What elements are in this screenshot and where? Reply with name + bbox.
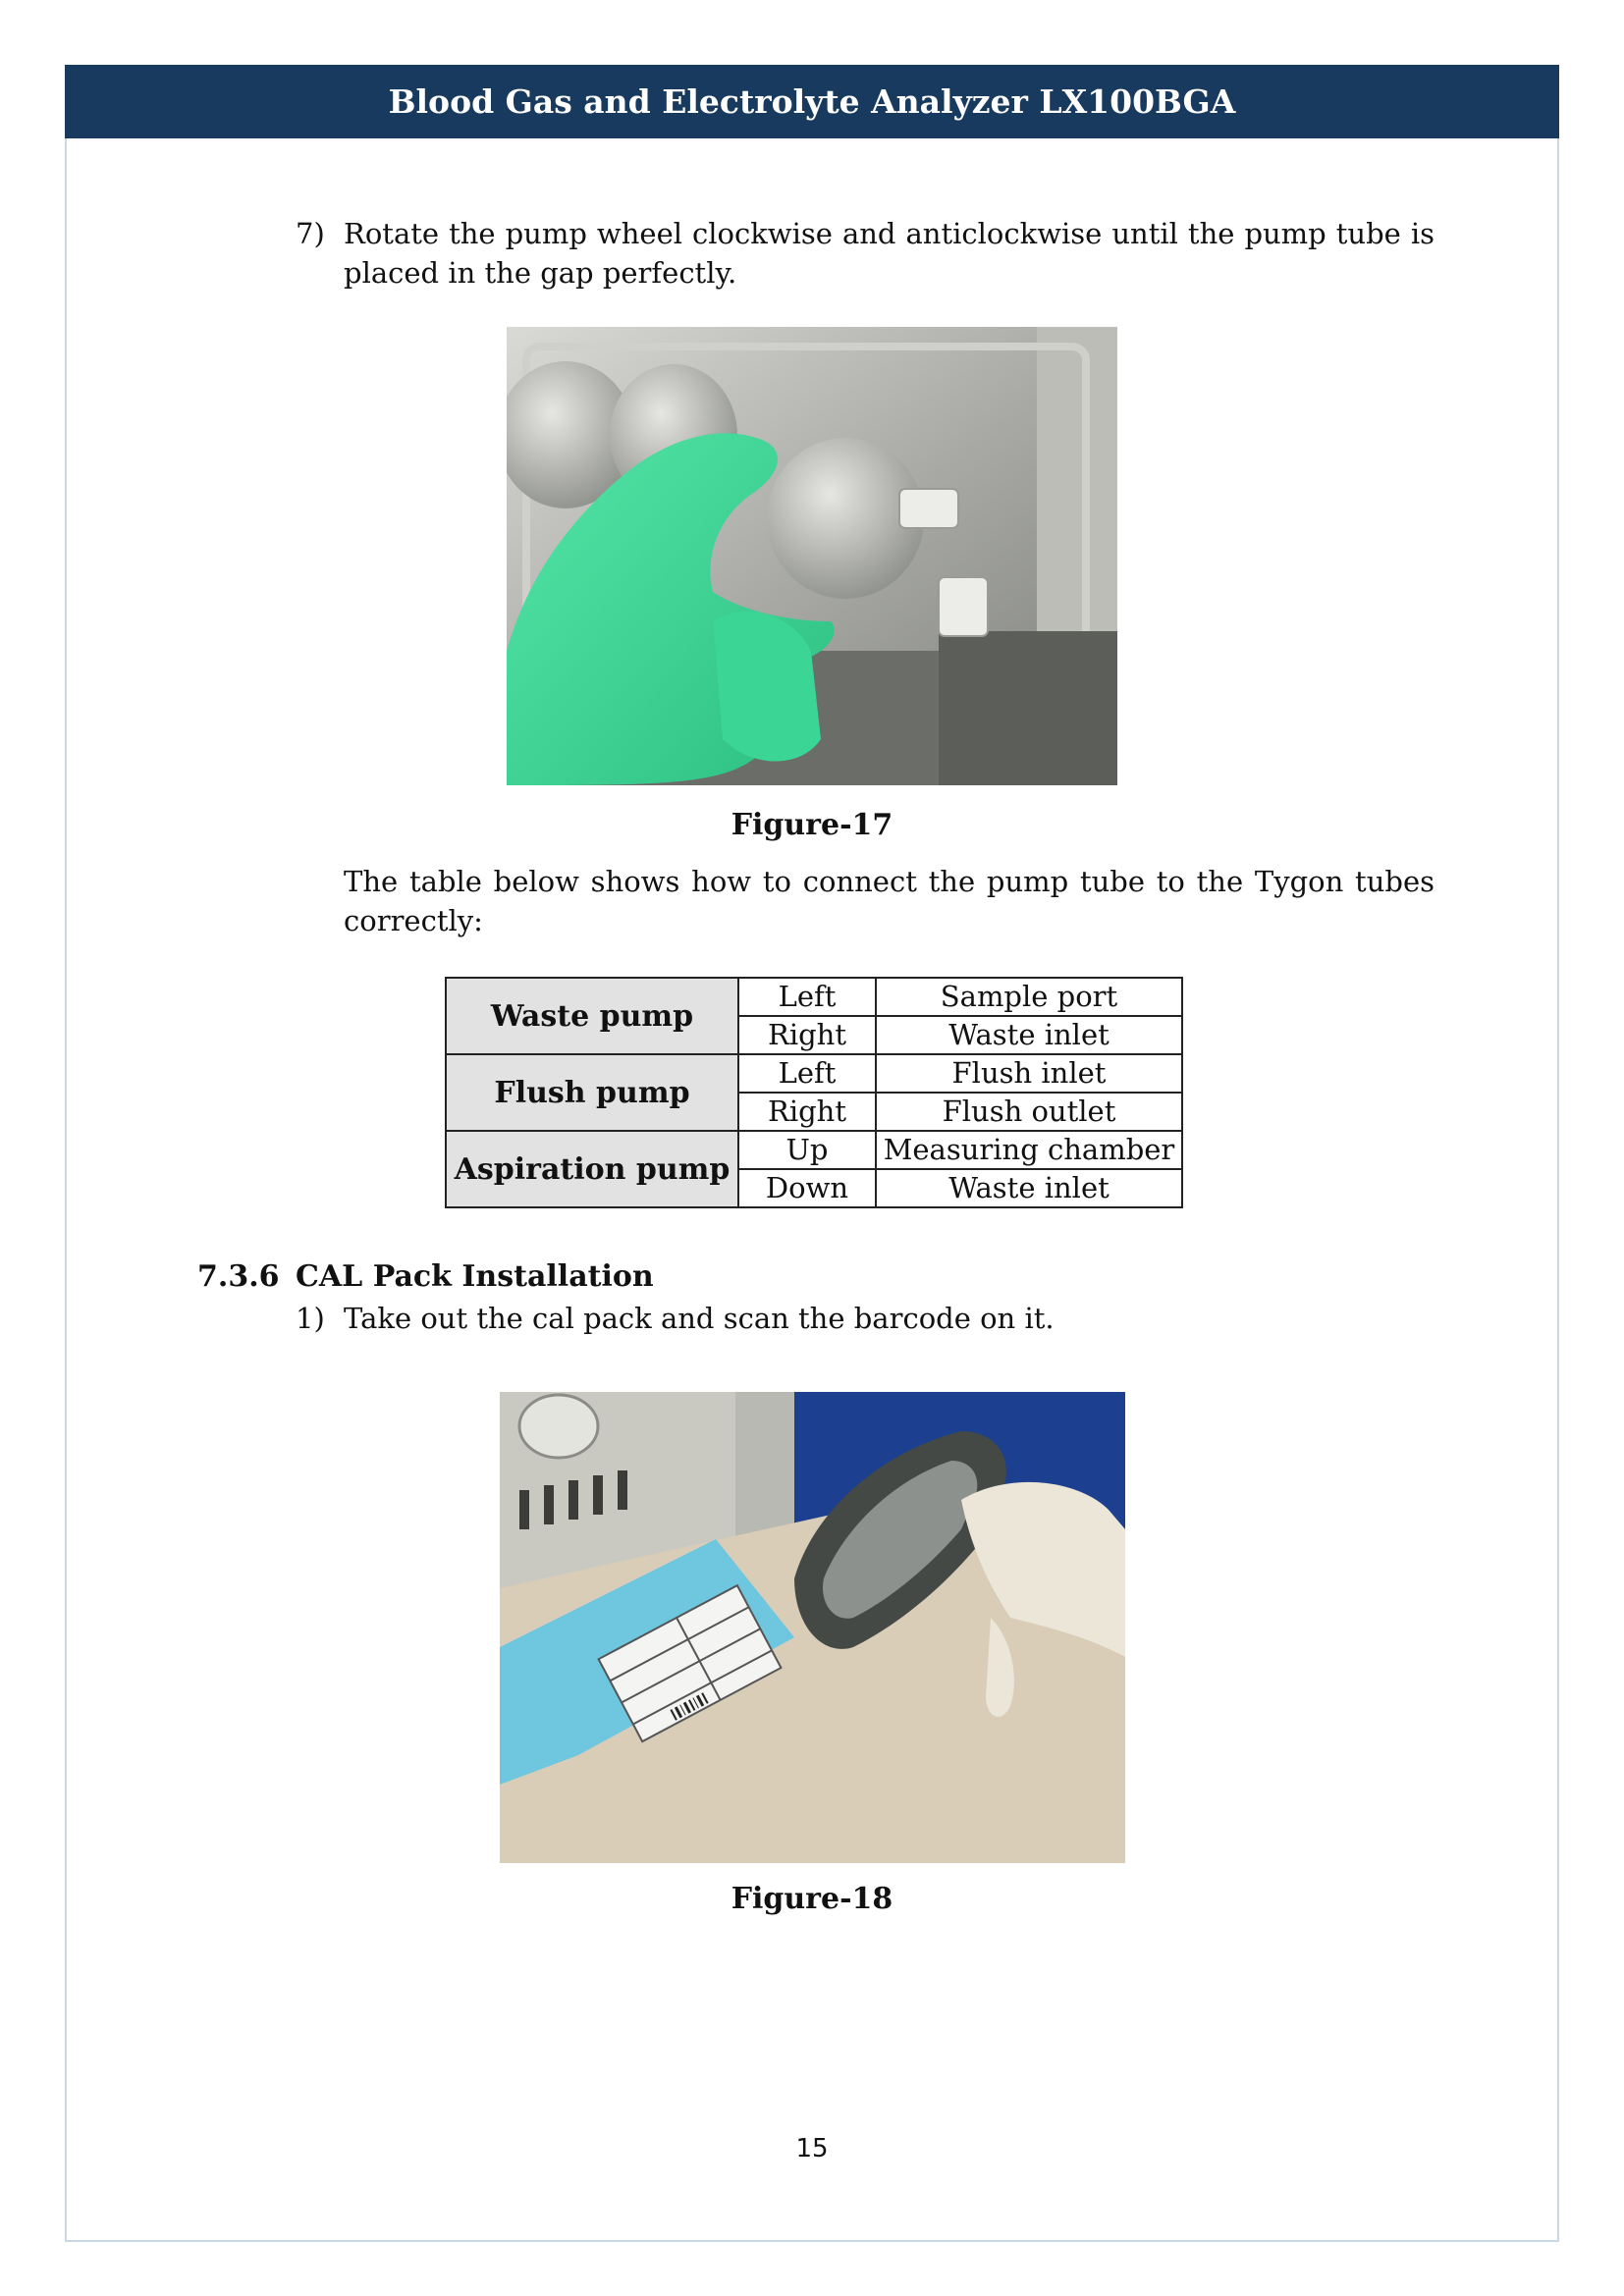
table-row <box>446 1131 1182 1169</box>
page-number: 15 <box>795 2134 829 2163</box>
header-title: Blood Gas and Electrolyte Analyzer LX100BGA <box>388 82 1236 121</box>
step-number: 1) <box>296 1302 325 1335</box>
pump-connection-table <box>445 977 1183 1208</box>
figure-18-photo <box>500 1392 1125 1863</box>
section-title: CAL Pack Installation <box>296 1259 654 1294</box>
pump-wheel-photo <box>507 327 1117 785</box>
side-cell: Right <box>738 1093 876 1131</box>
connection-cell: Sample port <box>876 978 1182 1016</box>
step-7 <box>296 214 1435 293</box>
step-text: Take out the cal pack and scan the barcode on it. <box>344 1302 1055 1335</box>
connection-cell: Measuring chamber <box>876 1131 1182 1169</box>
side-cell: Up <box>738 1131 876 1169</box>
figure-17-photo <box>507 327 1117 785</box>
connection-cell: Waste inlet <box>876 1016 1182 1054</box>
pump-name-cell: Flush pump <box>446 1054 738 1131</box>
side-cell: Left <box>738 978 876 1016</box>
connection-cell: Flush outlet <box>876 1093 1182 1131</box>
pump-name-cell: Waste pump <box>446 978 738 1054</box>
side-cell: Right <box>738 1016 876 1054</box>
barcode-scan-photo <box>500 1392 1125 1863</box>
table-intro: The table below shows how to connect the pump tube to the Tygon tubes correctly: <box>344 865 1435 937</box>
figure-17-caption: Figure-17 <box>731 808 893 842</box>
side-cell: Left <box>738 1054 876 1093</box>
table-row <box>446 1054 1182 1093</box>
connection-cell: Flush inlet <box>876 1054 1182 1093</box>
step-text: Rotate the pump wheel clockwise and anticlockwise until the pump tube is placed in the gap perfectly. <box>344 217 1435 290</box>
step-number: 7) <box>296 217 325 250</box>
table-row <box>446 978 1182 1016</box>
figure-18-caption: Figure-18 <box>731 1882 893 1916</box>
step-1 <box>296 1299 1435 1338</box>
section-number: 7.3.6 <box>197 1259 280 1294</box>
connection-cell: Waste inlet <box>876 1169 1182 1207</box>
document-header <box>65 65 1559 138</box>
pump-name-cell: Aspiration pump <box>446 1131 738 1207</box>
side-cell: Down <box>738 1169 876 1207</box>
